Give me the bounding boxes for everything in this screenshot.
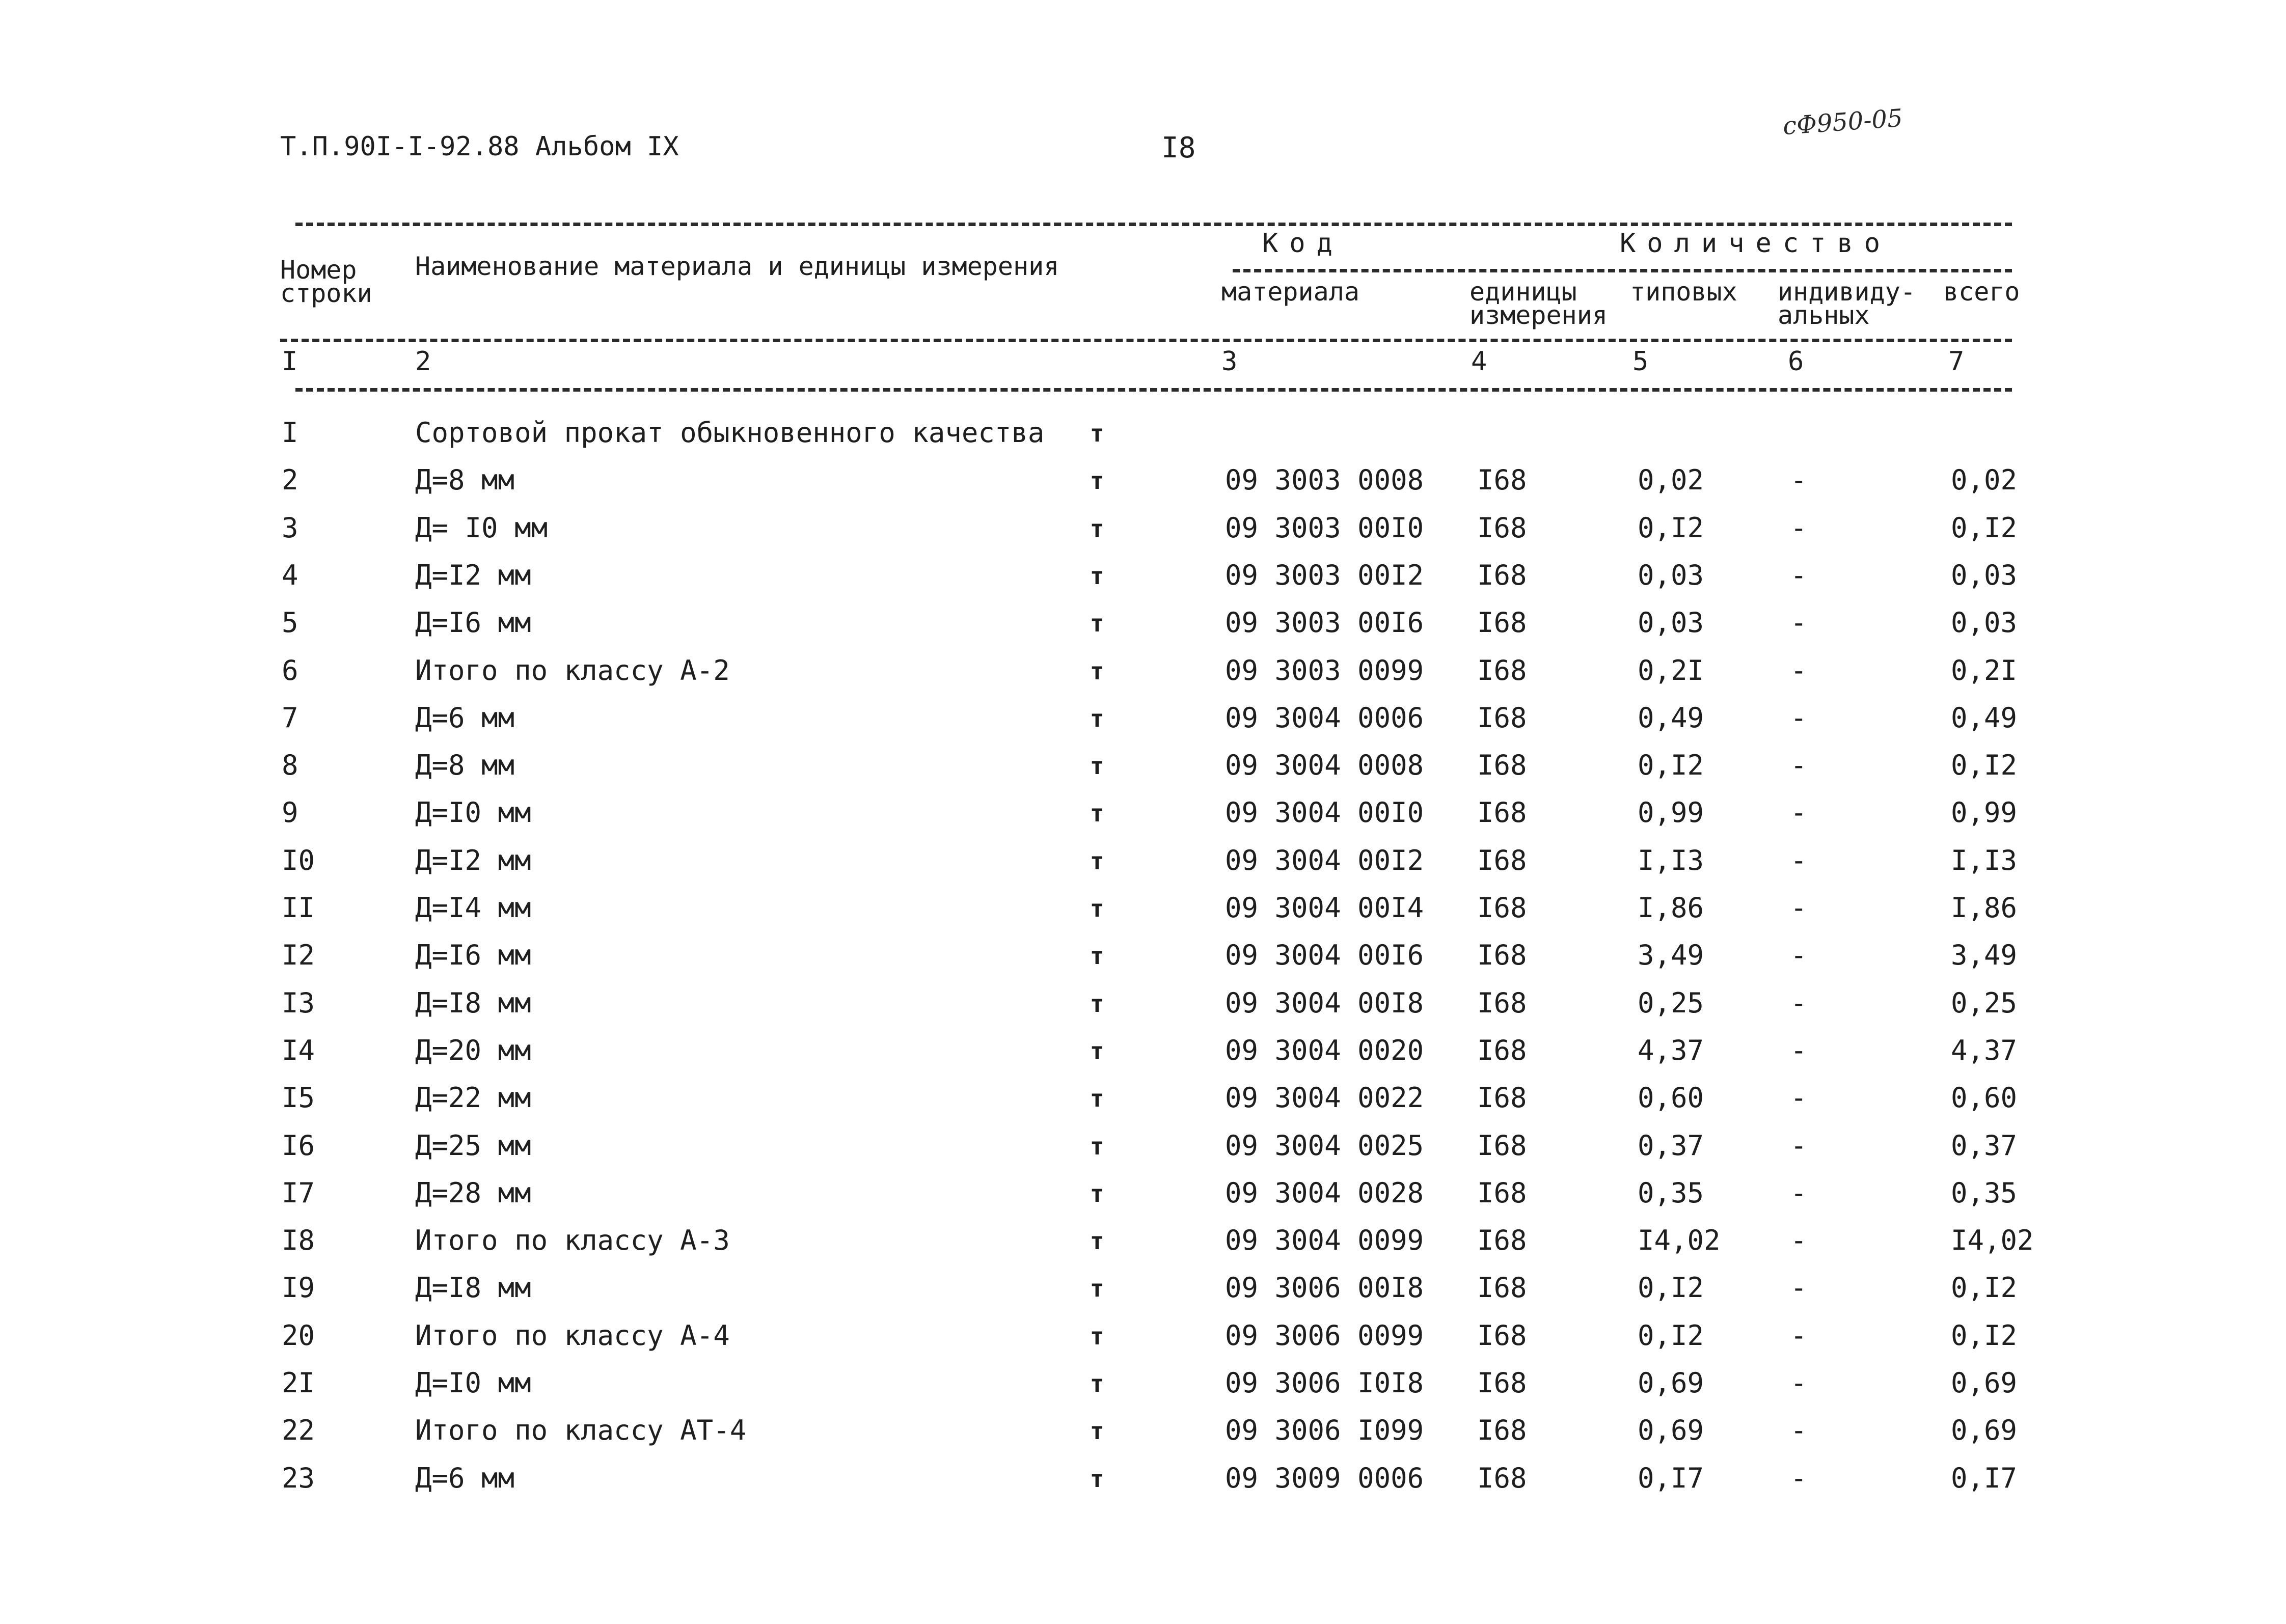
qty-individual-cell: - [1790,1462,1807,1494]
material-name-cell: Д=I2 мм [415,844,531,876]
row-number-cell: 20 [282,1319,315,1352]
row-number-cell: I2 [282,939,315,971]
table-row [0,892,2286,939]
material-code-cell: 09 3004 0008 [1225,749,1424,781]
qty-total-cell: 4,37 [1951,1034,2018,1066]
material-code-cell: 09 3006 I0I8 [1225,1367,1424,1399]
column-number: 4 [1471,346,1487,377]
qty-individual-cell: - [1790,1272,1807,1304]
row-number-cell: I0 [282,844,315,876]
qty-typical-cell: I,86 [1638,892,1704,924]
unit-cell: т [1090,895,1104,922]
qty-total-cell: 0,37 [1951,1130,2018,1162]
table-row [0,512,2286,559]
material-name-cell: Д=8 мм [415,464,515,496]
column-number: I [282,346,298,377]
table-row [0,559,2286,606]
table-row [0,796,2286,843]
material-code-cell: 09 3004 0006 [1225,702,1424,734]
material-name-cell: Д=22 мм [415,1082,531,1114]
qty-typical-cell: 0,69 [1638,1414,1704,1446]
qty-total-cell: 0,69 [1951,1414,2018,1446]
code-group-rule [1233,269,2012,272]
material-code-cell: 09 3004 00I2 [1225,844,1424,876]
qty-typical-cell: 3,49 [1638,939,1704,971]
qty-individual-cell: - [1790,607,1807,639]
material-code-cell: 09 3003 00I2 [1225,559,1424,591]
material-name-cell: Д=I8 мм [415,1272,531,1304]
row-number-cell: II [282,892,315,924]
row-number-cell: 7 [282,702,298,734]
unit-code-cell: I68 [1477,1414,1527,1446]
qty-total-cell: 0,2I [1951,654,2018,686]
row-number-cell: I7 [282,1177,315,1209]
material-name-cell: Д=20 мм [415,1034,531,1066]
qty-individual-cell: - [1790,749,1807,781]
qty-total-cell: 0,25 [1951,987,2018,1019]
qty-total-cell: 0,I2 [1951,1272,2018,1304]
qty-total-cell: 0,69 [1951,1367,2018,1399]
header-unit-code: единицы измерения [1469,277,1608,330]
qty-typical-cell: 0,25 [1638,987,1704,1019]
material-name-cell: Д= I0 мм [415,512,548,544]
qty-typical-cell: 0,I7 [1638,1462,1704,1494]
unit-cell: т [1090,467,1104,494]
material-code-cell: 09 3004 00I8 [1225,987,1424,1019]
material-code-cell: 09 3003 00I6 [1225,607,1424,639]
qty-individual-cell: - [1790,1414,1807,1446]
material-code-cell: 09 3004 0022 [1225,1082,1424,1114]
qty-typical-cell: 0,02 [1638,464,1704,496]
qty-individual-cell: - [1790,892,1807,924]
material-code-cell: 09 3003 0099 [1225,654,1424,686]
material-name-cell: Итого по классу А-4 [415,1319,730,1352]
handwritten-stamp: сФ950-05 [1782,103,1904,141]
unit-code-cell: I68 [1477,1224,1527,1256]
header-quantity-group: Количество [1620,228,1892,259]
qty-typical-cell: 4,37 [1638,1034,1704,1066]
qty-individual-cell: - [1790,1224,1807,1256]
material-code-cell: 09 3004 0028 [1225,1177,1424,1209]
qty-typical-cell: 0,49 [1638,702,1704,734]
table-row [0,1177,2286,1224]
table-row [0,702,2286,749]
row-number-cell: 3 [282,512,298,544]
unit-cell: т [1090,610,1104,637]
unit-cell: т [1090,1370,1104,1397]
row-number-cell: 2 [282,464,298,496]
header-material-code: материала [1221,277,1359,307]
header-qty-total: всего [1943,277,2020,307]
qty-total-cell: I,86 [1951,892,2018,924]
header-qty-individual: индивиду- альных [1778,277,1916,330]
unit-cell: т [1090,942,1104,970]
column-number: 2 [415,346,431,377]
table-row [0,1462,2286,1509]
qty-individual-cell: - [1790,1367,1807,1399]
unit-cell: т [1090,1085,1104,1112]
material-name-cell: Д=8 мм [415,749,515,781]
qty-individual-cell: - [1790,1177,1807,1209]
material-name-cell: Д=I8 мм [415,987,531,1019]
document-title: Т.П.90I-I-92.88 Альбом IX [280,131,679,162]
row-number-cell: 23 [282,1462,315,1494]
material-name-cell: Д=6 мм [415,702,515,734]
qty-total-cell: 0,I2 [1951,749,2018,781]
row-number-cell: I [282,417,298,449]
qty-total-cell: 0,03 [1951,607,2018,639]
table-row [0,1130,2286,1176]
material-name-cell: Д=I0 мм [415,796,531,829]
material-code-cell: 09 3004 0099 [1225,1224,1424,1256]
table-row [0,1367,2286,1414]
unit-code-cell: I68 [1477,1319,1527,1352]
page-number: I8 [1161,131,1196,164]
qty-individual-cell: - [1790,559,1807,591]
row-number-cell: 4 [282,559,298,591]
row-number-cell: 6 [282,654,298,686]
material-name-cell: Д=28 мм [415,1177,531,1209]
qty-individual-cell: - [1790,654,1807,686]
unit-code-cell: I68 [1477,702,1527,734]
table-row [0,1272,2286,1318]
row-number-cell: I3 [282,987,315,1019]
qty-typical-cell: 0,60 [1638,1082,1704,1114]
column-number: 7 [1948,346,1965,377]
unit-code-cell: I68 [1477,987,1527,1019]
qty-typical-cell: 0,03 [1638,607,1704,639]
row-number-cell: 2I [282,1367,315,1399]
unit-code-cell: I68 [1477,939,1527,971]
table-row [0,417,2286,463]
material-name-cell: Д=I6 мм [415,939,531,971]
unit-code-cell: I68 [1477,844,1527,876]
qty-total-cell: 0,I7 [1951,1462,2018,1494]
row-number-cell: 22 [282,1414,315,1446]
qty-total-cell: I4,02 [1951,1224,2034,1256]
unit-code-cell: I68 [1477,1367,1527,1399]
column-numbers-top-rule [280,339,2012,342]
row-number-cell: I5 [282,1082,315,1114]
unit-cell: т [1090,847,1104,875]
qty-total-cell: 0,49 [1951,702,2018,734]
row-number-cell: I9 [282,1272,315,1304]
qty-total-cell: 0,99 [1951,796,2018,829]
material-name-cell: Итого по классу АТ-4 [415,1414,747,1446]
qty-typical-cell: I,I3 [1638,844,1704,876]
material-name-cell: Д=I2 мм [415,559,531,591]
qty-typical-cell: 0,I2 [1638,1319,1704,1352]
qty-typical-cell: 0,35 [1638,1177,1704,1209]
qty-individual-cell: - [1790,1082,1807,1114]
material-name-cell: Д=25 мм [415,1130,531,1162]
material-code-cell: 09 3006 I099 [1225,1414,1424,1446]
qty-total-cell: 0,I2 [1951,1319,2018,1352]
qty-individual-cell: - [1790,939,1807,971]
table-row [0,987,2286,1034]
header-row-number: Номер строки [280,255,372,308]
material-code-cell: 09 3006 00I8 [1225,1272,1424,1304]
qty-typical-cell: 0,2I [1638,654,1704,686]
qty-total-cell: 0,60 [1951,1082,2018,1114]
material-name-cell: Итого по классу А-3 [415,1224,730,1256]
header-code-group: Код [1262,228,1344,259]
unit-cell: т [1090,420,1104,447]
row-number-cell: 5 [282,607,298,639]
unit-cell: т [1090,1417,1104,1445]
material-code-cell: 09 3004 0020 [1225,1034,1424,1066]
unit-code-cell: I68 [1477,1034,1527,1066]
unit-cell: т [1090,1275,1104,1302]
unit-cell: т [1090,1323,1104,1350]
qty-typical-cell: 0,99 [1638,796,1704,829]
table-row [0,939,2286,986]
unit-cell: т [1090,657,1104,685]
material-name-cell: Итого по классу А-2 [415,654,730,686]
qty-individual-cell: - [1790,702,1807,734]
column-numbers-bottom-rule [295,388,2012,392]
qty-total-cell: 0,02 [1951,464,2018,496]
unit-code-cell: I68 [1477,1462,1527,1494]
row-number-cell: I6 [282,1130,315,1162]
unit-cell: т [1090,990,1104,1017]
material-code-cell: 09 3003 00I0 [1225,512,1424,544]
qty-typical-cell: I4,02 [1638,1224,1721,1256]
unit-cell: т [1090,562,1104,590]
material-code-cell: 09 3004 00I0 [1225,796,1424,829]
header-material-name: Наименование материала и единицы измерения [415,252,1059,281]
qty-total-cell: 0,35 [1951,1177,2018,1209]
row-number-cell: I4 [282,1034,315,1066]
unit-code-cell: I68 [1477,607,1527,639]
table-row [0,844,2286,891]
material-name-cell: Д=I6 мм [415,607,531,639]
qty-individual-cell: - [1790,464,1807,496]
row-number-cell: 9 [282,796,298,829]
unit-code-cell: I68 [1477,1177,1527,1209]
row-number-cell: 8 [282,749,298,781]
qty-typical-cell: 0,03 [1638,559,1704,591]
unit-cell: т [1090,1180,1104,1207]
qty-typical-cell: 0,69 [1638,1367,1704,1399]
row-number-cell: I8 [282,1224,315,1256]
table-row [0,1034,2286,1081]
unit-cell: т [1090,705,1104,732]
qty-individual-cell: - [1790,796,1807,829]
material-name-cell: Д=6 мм [415,1462,515,1494]
unit-cell: т [1090,1037,1104,1065]
table-row [0,1082,2286,1128]
material-name-cell: Д=I0 мм [415,1367,531,1399]
material-code-cell: 09 3004 00I4 [1225,892,1424,924]
qty-total-cell: 3,49 [1951,939,2018,971]
table-row [0,1224,2286,1271]
header-qty-typical: типовых [1630,277,1737,307]
qty-individual-cell: - [1790,512,1807,544]
qty-total-cell: 0,I2 [1951,512,2018,544]
material-name-cell: Сортовой прокат обыкновенного качества [415,417,1045,449]
unit-code-cell: I68 [1477,559,1527,591]
unit-code-cell: I68 [1477,1130,1527,1162]
unit-cell: т [1090,1133,1104,1160]
unit-code-cell: I68 [1477,1272,1527,1304]
table-row [0,1319,2286,1366]
qty-typical-cell: 0,I2 [1638,749,1704,781]
table-row [0,607,2286,653]
unit-cell: т [1090,1465,1104,1493]
material-code-cell: 09 3004 00I6 [1225,939,1424,971]
qty-typical-cell: 0,I2 [1638,512,1704,544]
qty-typical-cell: 0,37 [1638,1130,1704,1162]
unit-code-cell: I68 [1477,1082,1527,1114]
unit-cell: т [1090,1227,1104,1255]
unit-code-cell: I68 [1477,512,1527,544]
qty-total-cell: I,I3 [1951,844,2018,876]
table-row [0,1414,2286,1461]
unit-code-cell: I68 [1477,796,1527,829]
material-code-cell: 09 3009 0006 [1225,1462,1424,1494]
unit-code-cell: I68 [1477,654,1527,686]
column-number: 6 [1788,346,1804,377]
header-top-rule [295,223,2012,226]
qty-typical-cell: 0,I2 [1638,1272,1704,1304]
qty-individual-cell: - [1790,844,1807,876]
unit-code-cell: I68 [1477,892,1527,924]
unit-cell: т [1090,515,1104,542]
unit-code-cell: I68 [1477,749,1527,781]
material-code-cell: 09 3004 0025 [1225,1130,1424,1162]
material-name-cell: Д=I4 мм [415,892,531,924]
table-row [0,749,2286,796]
table-row [0,464,2286,511]
unit-cell: т [1090,800,1104,827]
qty-individual-cell: - [1790,1130,1807,1162]
unit-code-cell: I68 [1477,464,1527,496]
qty-total-cell: 0,03 [1951,559,2018,591]
material-code-cell: 09 3003 0008 [1225,464,1424,496]
unit-cell: т [1090,752,1104,780]
material-code-cell: 09 3006 0099 [1225,1319,1424,1352]
qty-individual-cell: - [1790,987,1807,1019]
column-number: 5 [1632,346,1649,377]
qty-individual-cell: - [1790,1034,1807,1066]
table-row [0,654,2286,701]
qty-individual-cell: - [1790,1319,1807,1352]
column-number: 3 [1221,346,1238,377]
